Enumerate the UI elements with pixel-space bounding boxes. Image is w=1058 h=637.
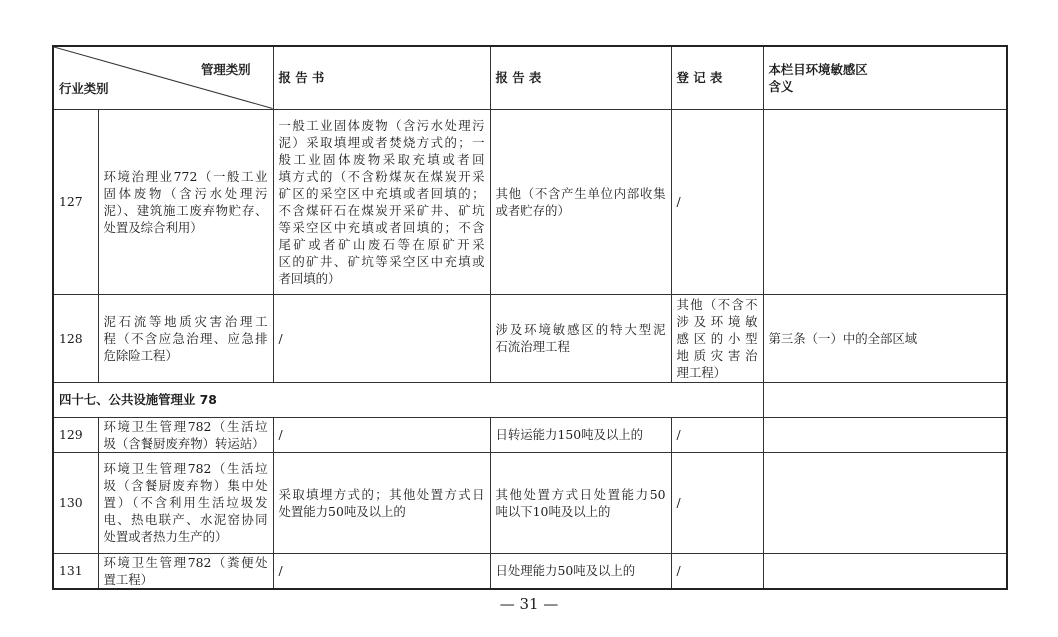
text-line: 环境治理业772（一般工业 (103, 168, 268, 184)
text-line: 其他处置方式日处置能力50 (495, 486, 666, 502)
text-line: 处置或者热力生产的） (103, 529, 228, 544)
text-line: / (278, 330, 283, 346)
section-row (53, 382, 1007, 417)
row-number-cell: 131 (53, 553, 98, 589)
text-line: 尾矿或者矿山废石等在原矿开采 (278, 236, 485, 252)
registration-form-cell (671, 417, 763, 452)
report-form-cell (490, 294, 671, 382)
row-number-cell: 130 (53, 452, 98, 553)
sensitive-area-cell (763, 294, 1007, 382)
table-row (53, 109, 1007, 294)
sensitive-area-cell (763, 553, 1007, 589)
text-line: 石流治理工程 (495, 339, 570, 354)
text-line: 日转运能力150吨及以上的 (495, 427, 644, 442)
report-form-cell (490, 553, 671, 589)
report-book-cell (273, 452, 490, 553)
industry-cell (98, 417, 273, 452)
text-line: 日处理能力50吨及以上的 (495, 563, 636, 578)
row-number-cell: 129 (53, 417, 98, 452)
classification-table (52, 45, 1008, 590)
report-book-cell (273, 109, 490, 294)
text-line: 危除险工程） (103, 347, 178, 363)
text-line: / (676, 563, 681, 578)
text-line: / (676, 194, 681, 209)
row-number-cell: 127 (53, 109, 98, 294)
text-line: 环境卫生管理782（生活垃 (103, 461, 268, 476)
text-line: 固体废物（含污水处理污 (103, 185, 268, 201)
text-line: 地质灾害治 (676, 347, 758, 363)
text-line: 处置及综合利用） (103, 219, 203, 235)
text-line: 第三条（一）中的全部区域 (768, 330, 918, 346)
report-form-cell (490, 452, 671, 553)
text-line: 填方式的（不含粉煤灰在煤炭开采 (278, 168, 485, 184)
report-form-cell (490, 109, 671, 294)
text-line: 般工业固体废物采取充填或者回 (278, 151, 485, 167)
header-row (53, 46, 1007, 109)
text-line: 吨以下10吨及以上的 (495, 503, 611, 519)
row-number-cell: 128 (53, 294, 98, 382)
text-line: 其他（不含不 (676, 296, 758, 312)
sensitive-area-cell (763, 109, 1007, 294)
text-line: 等采空区中充填或者回填的；不含 (278, 219, 485, 235)
report-book-cell (273, 417, 490, 452)
text-line: 涉及环境敏 (676, 313, 758, 329)
sensitive-area-cell (763, 417, 1007, 452)
industry-category-label: 行业类别 (59, 80, 109, 96)
header-line: 本栏目环境敏感区 (768, 61, 868, 77)
section-title: 四十七、公共设施管理业 78 (53, 382, 763, 417)
industry-cell (98, 294, 273, 382)
text-line: 置工程） (103, 571, 154, 587)
header-diagonal-cell (53, 46, 273, 109)
header-registration-form: 登 记 表 (671, 46, 763, 109)
text-line: 感区的小型 (676, 330, 758, 346)
text-line: 泥石流等地质灾害治理工 (103, 313, 268, 329)
text-line: 采取填埋方式的；其他处置方式日 (278, 486, 485, 502)
registration-form-cell (671, 294, 763, 382)
text-line: 涉及环境敏感区的特大型泥 (495, 322, 666, 337)
table-row (53, 417, 1007, 452)
report-form-cell (490, 417, 671, 452)
text-line: 处置能力50吨及以上的 (278, 503, 406, 519)
report-book-cell (273, 553, 490, 589)
text-line: 泥）、建筑施工废弃物贮存、 (103, 202, 268, 218)
text-line: 泥）采取填埋或者焚烧方式的；一 (278, 134, 485, 150)
registration-form-cell (671, 109, 763, 294)
text-line: / (676, 427, 681, 442)
text-line: 其他（不含产生单位内部收集 (495, 185, 666, 201)
industry-cell (98, 553, 273, 589)
header-report-book: 报 告 书 (273, 46, 490, 109)
text-line: 程（不含应急治理、应急排 (103, 330, 268, 346)
text-line: 或者贮存的） (495, 202, 570, 218)
text-line: 电、热电联产、水泥窑协同 (103, 512, 268, 527)
header-sensitive-area-meaning (763, 46, 1007, 109)
table-row (53, 553, 1007, 589)
text-line: 区的矿井、矿坑等采空区中充填或 (278, 253, 485, 269)
text-line: 理工程） (676, 364, 727, 380)
table-row (53, 452, 1007, 553)
text-line: 一般工业固体废物（含污水处理污 (278, 117, 485, 133)
text-line: 置）（不含利用生活垃圾发 (103, 495, 268, 510)
sensitive-area-cell (763, 452, 1007, 553)
sensitive-area-cell (763, 382, 1007, 417)
text-line: / (278, 427, 283, 442)
page-number: — 31 — (499, 595, 559, 613)
text-line: 矿区的采空区中充填或者回填的； (278, 185, 485, 201)
management-category-label: 管理类别 (200, 62, 251, 77)
table-row (53, 294, 1007, 382)
registration-form-cell (671, 553, 763, 589)
industry-cell (98, 452, 273, 553)
header-line: 含义 (768, 78, 794, 94)
registration-form-cell (671, 452, 763, 553)
text-line: 圾（含餐厨废弃物）转运站） (103, 435, 265, 451)
text-line: / (278, 563, 283, 578)
text-line: 不含煤矸石在煤炭开采矿井、矿坑 (278, 202, 485, 218)
header-report-form: 报 告 表 (490, 46, 671, 109)
report-book-cell (273, 294, 490, 382)
text-line: / (676, 495, 681, 510)
text-line: 环境卫生管理782（生活垃 (103, 418, 268, 434)
text-line: 环境卫生管理782（粪便处 (103, 554, 268, 570)
industry-cell (98, 109, 273, 294)
text-line: 者回填的） (278, 270, 341, 286)
text-line: 圾（含餐厨废弃物）集中处 (103, 478, 268, 493)
